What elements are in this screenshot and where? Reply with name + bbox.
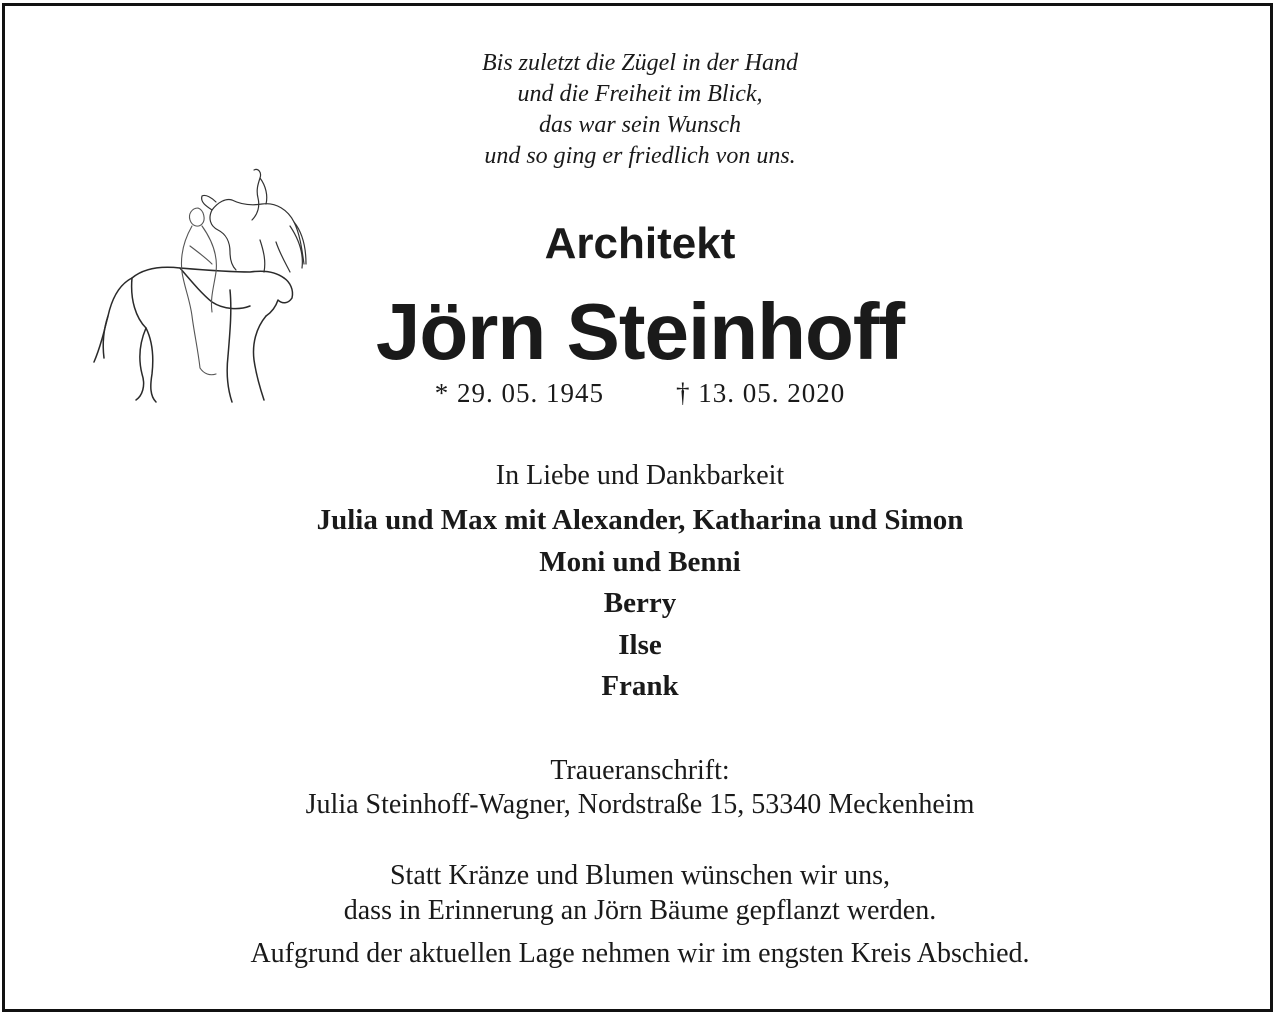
mourner-entry: Ilse bbox=[618, 628, 662, 661]
dedication-line: In Liebe und Dankbarkeit bbox=[495, 460, 785, 491]
birth-date: * 29. 05. 1945 bbox=[434, 378, 604, 408]
wish-line-1: Statt Kränze und Blumen wünschen wir uns, bbox=[389, 860, 891, 891]
motto-line-3: das war sein Wunsch bbox=[538, 112, 741, 138]
death-date: † 13. 05. 2020 bbox=[676, 378, 846, 408]
motto-verse bbox=[0, 48, 1280, 172]
life-dates bbox=[0, 376, 1280, 410]
motto-line-1: Bis zuletzt die Zügel in der Hand bbox=[482, 50, 798, 76]
mourners-list bbox=[0, 500, 1280, 708]
mourner-entry: Julia und Max mit Alexander, Katharina und Simon bbox=[316, 504, 964, 536]
farewell-note: Aufgrund der aktuellen Lage nehmen wir im engsten Kreis Abschied. bbox=[250, 938, 1030, 969]
donation-wish bbox=[0, 858, 1280, 928]
address-label: Traueranschrift: bbox=[550, 755, 730, 786]
deceased-profession: Architekt bbox=[544, 219, 736, 268]
mourner-entry: Frank bbox=[601, 670, 679, 702]
mourning-address: Julia Steinhoff-Wagner, Nordstraße 15, 53340 Meckenheim bbox=[305, 789, 975, 820]
motto-line-4: und so ging er friedlich von uns. bbox=[484, 143, 796, 169]
wish-line-2: dass in Erinnerung an Jörn Bäume gepflanzt werden. bbox=[343, 895, 937, 926]
motto-line-2: und die Freiheit im Blick, bbox=[517, 81, 763, 107]
mourner-entry: Berry bbox=[603, 587, 677, 619]
mourner-entry: Moni und Benni bbox=[539, 545, 741, 578]
deceased-name: Jörn Steinhoff bbox=[375, 287, 905, 376]
